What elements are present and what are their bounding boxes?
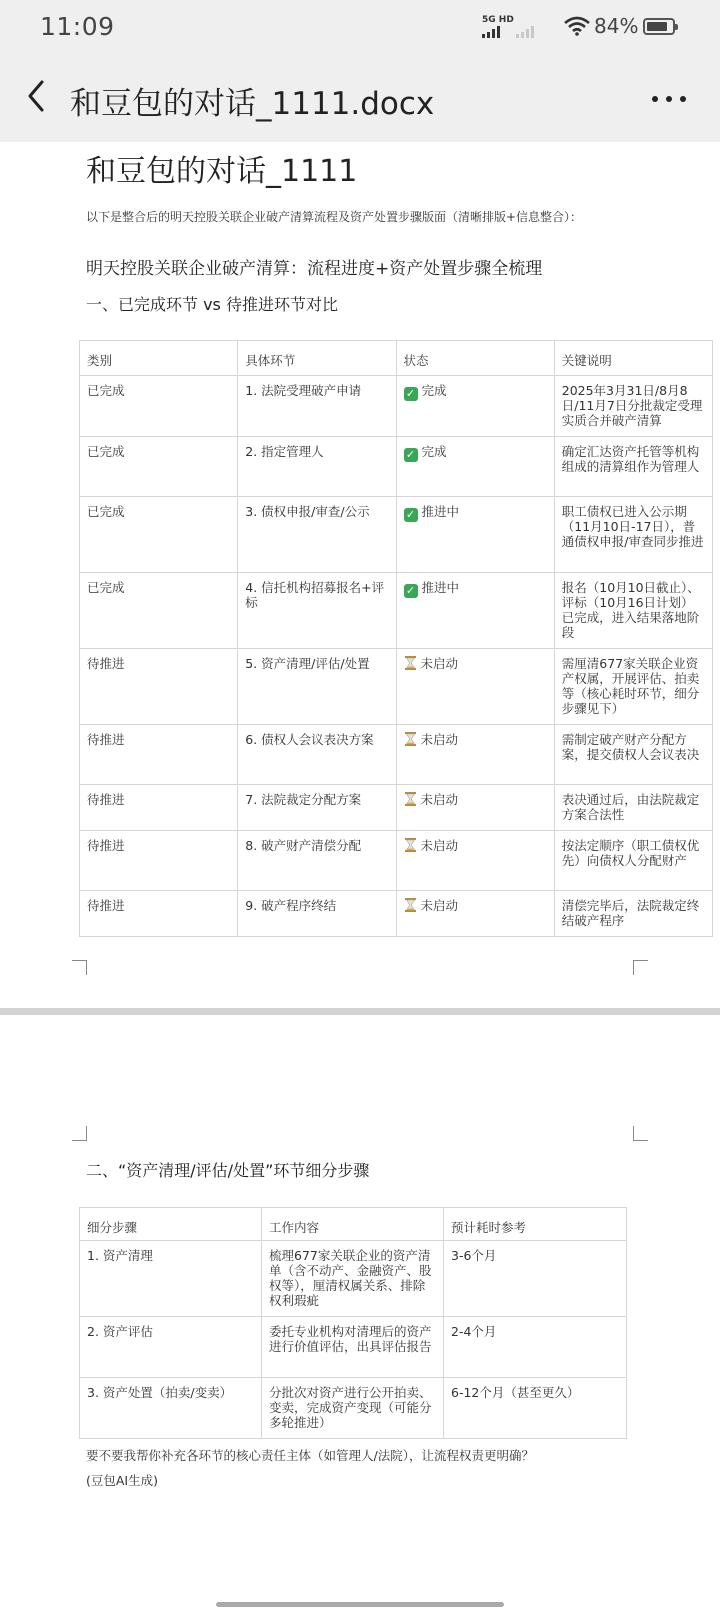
- network-label: 5G HD: [482, 15, 514, 25]
- table-row: [80, 725, 713, 785]
- table-row: [80, 437, 713, 497]
- page-separator: [0, 1008, 720, 1015]
- duration-cell: 3-6个月: [444, 1241, 627, 1317]
- check-icon: ✓: [404, 448, 418, 462]
- document-title: 和豆包的对话_1111.docx: [70, 86, 435, 122]
- status-cell: [396, 437, 554, 497]
- status-text: 未启动: [420, 656, 459, 671]
- wifi-icon: [564, 16, 590, 36]
- battery-icon: [643, 18, 675, 35]
- table-row: [80, 376, 713, 437]
- generated-by-note: (豆包AI生成): [86, 1473, 158, 1488]
- table-row: [80, 1317, 627, 1378]
- status-cell: [396, 891, 554, 937]
- app-bar: [0, 56, 720, 142]
- step-cell: 1. 资产清理: [80, 1241, 262, 1317]
- intro-paragraph: 以下是整合后的明天控股关联企业破产清算流程及资产处置步骤版面（清晰排版+信息整合）：: [86, 210, 583, 224]
- table-row: [80, 891, 713, 937]
- step-cell: 9. 破产程序终结: [238, 891, 396, 937]
- status-cell: [396, 573, 554, 649]
- category-cell: 已完成: [80, 497, 238, 573]
- note-cell: 清偿完毕后，法院裁定终结破产程序: [554, 891, 712, 937]
- hourglass-icon: [404, 732, 417, 746]
- step-cell: 3. 资产处置（拍卖/变卖）: [80, 1378, 262, 1439]
- category-cell: 待推进: [80, 725, 238, 785]
- status-cell: [396, 497, 554, 573]
- duration-cell: 6-12个月（甚至更久）: [444, 1378, 627, 1439]
- content-cell: 分批次对资产进行公开拍卖、变卖，完成资产变现（可能分多轮推进）: [262, 1378, 444, 1439]
- back-arrow-icon[interactable]: [22, 76, 52, 116]
- note-cell: 表决通过后，由法院裁定方案合法性: [554, 785, 712, 831]
- hourglass-icon: [404, 792, 417, 806]
- note-cell: 报名（10月10日截止）、评标（10月16日计划）已完成，进入结果落地阶段: [554, 573, 712, 649]
- section-1-heading: 一、已完成环节 vs 待推进环节对比: [86, 295, 338, 314]
- more-options-icon[interactable]: [652, 96, 688, 104]
- category-cell: 待推进: [80, 891, 238, 937]
- clock: 11:09: [40, 12, 115, 41]
- note-cell: 按法定顺序（职工债权优先）向债权人分配财产: [554, 831, 712, 891]
- status-text: 完成: [421, 383, 447, 398]
- step-cell: 4. 信托机构招募报名+评标: [238, 573, 396, 649]
- status-text: 推进中: [421, 580, 460, 595]
- note-cell: 需制定破产财产分配方案，提交债权人会议表决: [554, 725, 712, 785]
- step-cell: 2. 指定管理人: [238, 437, 396, 497]
- column-header: 关键说明: [554, 341, 712, 376]
- signal-icon: [482, 26, 504, 38]
- step-cell: 1. 法院受理破产申请: [238, 376, 396, 437]
- column-header: 细分步骤: [80, 1208, 262, 1241]
- column-header: 工作内容: [262, 1208, 444, 1241]
- table-row: [80, 649, 713, 725]
- status-text: 未启动: [420, 792, 459, 807]
- hourglass-icon: [404, 898, 417, 912]
- home-indicator[interactable]: [216, 1602, 504, 1607]
- note-cell: 确定汇达资产托管等机构组成的清算组作为管理人: [554, 437, 712, 497]
- content-cell: 梳理677家关联企业的资产清单（含不动产、金融资产、股权等），厘清权属关系、排除权利瑕疵: [262, 1241, 444, 1317]
- table-header-row: [80, 341, 713, 376]
- column-header: 预计耗时参考: [444, 1208, 627, 1241]
- step-cell: 3. 债权申报/审查/公示: [238, 497, 396, 573]
- step-cell: 2. 资产评估: [80, 1317, 262, 1378]
- step-cell: 5. 资产清理/评估/处置: [238, 649, 396, 725]
- section-2-heading: 二、“资产清理/评估/处置”环节细分步骤: [86, 1161, 370, 1180]
- page-corner-mark: [72, 1126, 87, 1141]
- table-header-row: [80, 1208, 627, 1241]
- status-bar: [0, 0, 720, 56]
- progress-table: [79, 340, 713, 937]
- column-header: 状态: [396, 341, 554, 376]
- status-cell: [396, 649, 554, 725]
- table-row: [80, 497, 713, 573]
- hourglass-icon: [404, 656, 417, 670]
- table-row: [80, 785, 713, 831]
- category-cell: 待推进: [80, 649, 238, 725]
- table-row: [80, 831, 713, 891]
- category-cell: 已完成: [80, 573, 238, 649]
- category-cell: 待推进: [80, 831, 238, 891]
- status-cell: [396, 831, 554, 891]
- status-text: 完成: [421, 444, 447, 459]
- step-cell: 7. 法院裁定分配方案: [238, 785, 396, 831]
- document-subtitle: 明天控股关联企业破产清算：流程进度+资产处置步骤全梳理: [86, 259, 543, 279]
- status-text: 未启动: [420, 732, 459, 747]
- status-cell: [396, 725, 554, 785]
- status-cell: [396, 376, 554, 437]
- note-cell: 2025年3月31日/8月8日/11月7日分批裁定受理实质合并破产清算: [554, 376, 712, 437]
- note-cell: 职工债权已进入公示期（11月10日-17日），普通债权申报/审查同步推进: [554, 497, 712, 573]
- document-heading: 和豆包的对话_1111: [86, 154, 358, 189]
- step-cell: 6. 债权人会议表决方案: [238, 725, 396, 785]
- duration-cell: 2-4个月: [444, 1317, 627, 1378]
- follow-up-question: 要不要我帮你补充各环节的核心责任主体（如管理人/法院），让流程权责更明确？: [86, 1448, 534, 1463]
- status-cell: [396, 785, 554, 831]
- page-corner-mark: [72, 960, 87, 975]
- table-row: [80, 1241, 627, 1317]
- check-icon: ✓: [404, 584, 418, 598]
- content-cell: 委托专业机构对清理后的资产进行价值评估，出具评估报告: [262, 1317, 444, 1378]
- battery-percent: 84%: [594, 14, 639, 38]
- table-row: [80, 573, 713, 649]
- document-page-1: [0, 142, 720, 1008]
- hourglass-icon: [404, 838, 417, 852]
- note-cell: 需厘清677家关联企业资产权属，开展评估、拍卖等（核心耗时环节，细分步骤见下）: [554, 649, 712, 725]
- page-corner-mark: [633, 1126, 648, 1141]
- column-header: 具体环节: [238, 341, 396, 376]
- status-text: 未启动: [420, 838, 459, 853]
- category-cell: 待推进: [80, 785, 238, 831]
- table-row: [80, 1378, 627, 1439]
- step-cell: 8. 破产财产清偿分配: [238, 831, 396, 891]
- signal-secondary-icon: [516, 26, 538, 38]
- asset-steps-table: [79, 1207, 627, 1439]
- category-cell: 已完成: [80, 437, 238, 497]
- check-icon: ✓: [404, 387, 418, 401]
- column-header: 类别: [80, 341, 238, 376]
- status-text: 未启动: [420, 898, 459, 913]
- category-cell: 已完成: [80, 376, 238, 437]
- status-text: 推进中: [421, 504, 460, 519]
- check-icon: ✓: [404, 508, 418, 522]
- page-corner-mark: [633, 960, 648, 975]
